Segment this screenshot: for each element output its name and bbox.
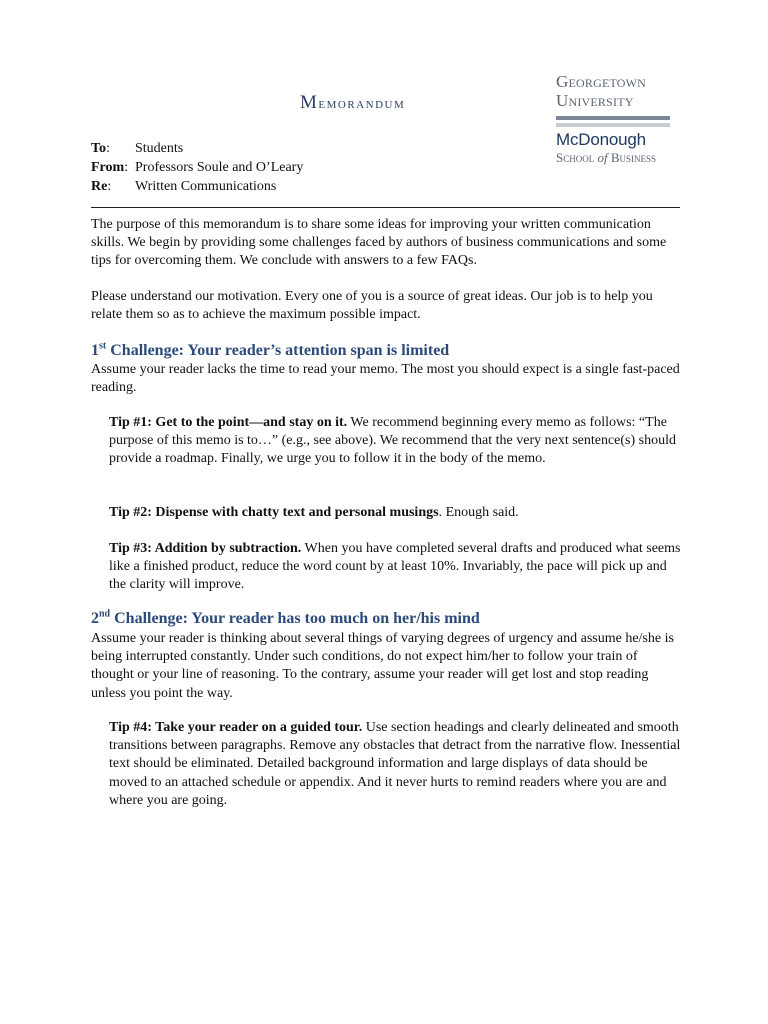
memo-from-label: From: [91, 160, 129, 175]
tip-3-heading: Tip #3: Addition by subtraction. [109, 541, 302, 556]
tip-3-text: When you have completed several drafts and produced what seems like a finished product, reduce the word count by at least 10%. Invariably, the pace will pick up and the clarity will improve. [109, 541, 681, 593]
memo-to-label: To: [91, 141, 110, 156]
challenge-2-text: Assume your reader is thinking about several things of varying degrees of urgency and assume he/she is being interrupted constantly. Under such conditions, do not expect him/her to follow your train of thought or your line of reasoning. To the contrary, assume your reader will get lost and stop reading unless you point the way. [91, 631, 674, 701]
logo-school-of-business [556, 150, 676, 166]
challenge-2-title: Challenge: Your reader has too much on her/his mind [110, 610, 480, 627]
memo-to-value: Students [135, 141, 184, 156]
challenge-2-heading [91, 610, 480, 628]
logo-business-word: Business [610, 150, 657, 165]
logo-rule-light [556, 123, 670, 127]
header-divider [91, 207, 680, 208]
logo-university: University [556, 91, 634, 110]
challenge-1-text: Assume your reader lacks the time to read your memo. The most you should expect is a single fast-paced reading. [91, 362, 680, 396]
challenge-2-ordinal: nd [99, 608, 111, 620]
logo-rule-slate [556, 116, 670, 120]
logo-mcdonough: McDonough [556, 130, 646, 149]
memo-title [300, 92, 405, 114]
logo-school-word: School [556, 150, 595, 165]
tip-3 [109, 540, 681, 595]
tip-1 [109, 414, 681, 469]
logo-of-word: of [597, 150, 608, 165]
tip-4-heading: Tip #4: Take your reader on a guided tour. [109, 720, 363, 735]
georgetown-mcdonough-logo [556, 72, 676, 166]
memo-title-initial: M [300, 92, 319, 113]
memo-re-label-text: Re [91, 179, 108, 194]
memo-from-value: Professors Soule and O’Leary [135, 160, 304, 175]
challenge-1-title: Challenge: Your reader’s attention span is limited [106, 342, 450, 359]
tip-4-text: Use section headings and clearly delineated and smooth transitions between paragraphs. Remove any obstacles that detract from the narrative flow. Inessential text should be eliminated. Detailed background information and large displays of data should be moved to an attached schedule or appendix. And it never hurts to remind readers where you are and where you are going. [109, 720, 681, 808]
memo-re-label: Re: [91, 179, 112, 194]
logo-georgetown: Georgetown [556, 72, 647, 91]
tip-2-heading: Tip #2: Dispense with chatty text and personal musings [109, 505, 439, 520]
tip-2 [109, 504, 681, 522]
memo-re-row [91, 177, 303, 196]
challenge-1-number: 1 [91, 342, 99, 359]
memo-from-row [91, 158, 303, 177]
challenge-1-heading [91, 342, 449, 360]
challenge-1-ordinal: st [99, 340, 107, 352]
intro-paragraph-motivation: Please understand our motivation. Every one of you is a source of great ideas. Our job is to help you relate them so as to achieve the maximum possible impact. [91, 289, 653, 323]
challenge-2-number: 2 [91, 610, 99, 627]
memo-from-label-text: From [91, 160, 125, 175]
memo-to-row [91, 139, 303, 158]
memo-title-rest: emorandum [318, 96, 406, 112]
tip-2-text: . Enough said. [438, 505, 519, 520]
tip-1-text: We recommend beginning every memo as follows: “The purpose of this memo is to…” (e.g., see above). We recommend that the very next sentence(s) should provide a roadmap. Finally, we urge you to follow it in the body of the memo. [109, 415, 677, 467]
memo-to-label-text: To [91, 141, 107, 156]
tip-1-heading: Tip #1: Get to the point—and stay on it. [109, 415, 348, 430]
memo-re-value: Written Communications [135, 179, 277, 194]
tip-4 [109, 719, 681, 810]
memo-header-fields [91, 139, 303, 196]
intro-paragraph-purpose: The purpose of this memorandum is to share some ideas for improving your written communication skills. We begin by providing some challenges faced by authors of business communications and some tips for overcoming them. We conclude with answers to a few FAQs. [91, 217, 667, 269]
